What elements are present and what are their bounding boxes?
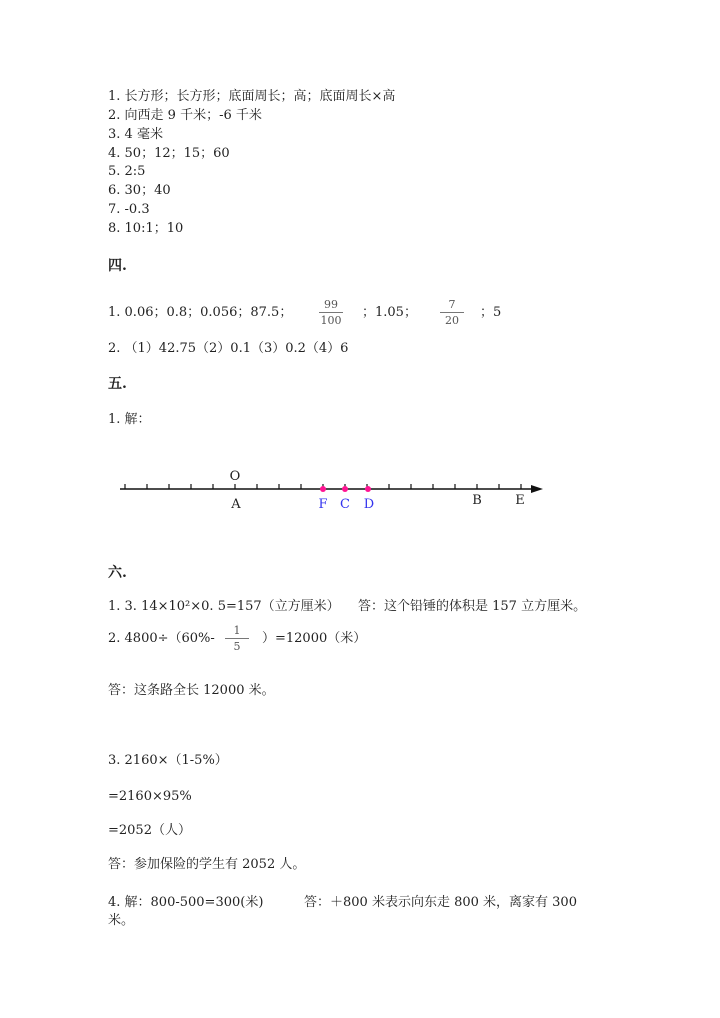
section-heading-6: 六. — [108, 565, 127, 581]
fraction-numerator: 7 — [448, 298, 456, 311]
s4-q2: 2. （1）42.75（2）0.1（3）0.2（4）6 — [108, 341, 349, 356]
number-line — [115, 464, 555, 520]
s6-q4-answer-line-2: 米。 — [108, 913, 135, 928]
s6-q3-line-2: =2160×95% — [108, 789, 192, 804]
s6-q1-answer: 答：这个铅锤的体积是 157 立方厘米。 — [358, 599, 587, 614]
fraction-99-100 — [319, 298, 343, 327]
s6-q2-part2: ）=12000（米） — [262, 631, 367, 646]
marker-C — [342, 486, 348, 492]
s6-q4-calc: 4. 解：800-500=300(米) — [108, 895, 264, 910]
answer-line-5: 5. 2:5 — [108, 164, 146, 179]
fraction-bar — [319, 312, 343, 313]
label-B: B — [472, 493, 482, 508]
answer-line-1: 1. 长方形；长方形；底面周长；高；底面周长×高 — [108, 89, 396, 104]
s6-q1-calc: 1. 3. 14×10²×0. 5=157（立方厘米） — [108, 599, 340, 614]
fraction-denominator: 20 — [445, 314, 459, 327]
label-O: O — [229, 469, 241, 484]
s4-q1-part3: ；5 — [480, 305, 502, 320]
section-heading-4: 四. — [108, 258, 127, 274]
answer-line-6: 6. 30；40 — [108, 183, 171, 198]
label-E: E — [515, 493, 525, 508]
answer-line-3: 3. 4 毫米 — [108, 127, 163, 142]
fraction-denominator: 5 — [233, 640, 241, 653]
label-D: D — [363, 497, 375, 512]
s6-q3-answer: 答：参加保险的学生有 2052 人。 — [108, 857, 306, 872]
s5-q1-label: 1. 解： — [108, 412, 151, 427]
fraction-bar — [440, 312, 464, 313]
label-F: F — [318, 497, 328, 512]
s6-q3-line-3: =2052（人） — [108, 823, 191, 838]
s6-q3-line-1: 3. 2160×（1-5%） — [108, 753, 228, 768]
fraction-numerator: 99 — [324, 298, 338, 311]
fraction-numerator: 1 — [233, 624, 241, 637]
section-heading-5: 五. — [108, 376, 127, 392]
s4-q1-part2: ；1.05； — [362, 305, 417, 320]
marker-F — [320, 486, 326, 492]
label-A: A — [231, 497, 241, 512]
answer-line-7: 7. -0.3 — [108, 202, 150, 217]
answer-line-8: 8. 10:1；10 — [108, 221, 184, 236]
s6-q2-part1: 2. 4800÷（60%- — [108, 631, 215, 646]
fraction-denominator: 100 — [320, 314, 342, 327]
fraction-1-5 — [225, 624, 249, 653]
number-line-arrow — [531, 485, 543, 493]
label-C: C — [340, 497, 350, 512]
answer-line-4: 4. 50；12；15；60 — [108, 146, 230, 161]
fraction-7-20 — [440, 298, 464, 327]
s4-q1-part1: 1. 0.06；0.8；0.056；87.5； — [108, 305, 293, 320]
marker-D — [365, 486, 371, 492]
s6-q2-answer: 答：这条路全长 12000 米。 — [108, 683, 275, 698]
fraction-bar — [225, 638, 249, 639]
answer-line-2: 2. 向西走 9 千米；-6 千米 — [108, 108, 262, 123]
s6-q4-answer-line-1: 答：＋800 米表示向东走 800 米，离家有 300 — [304, 895, 577, 910]
